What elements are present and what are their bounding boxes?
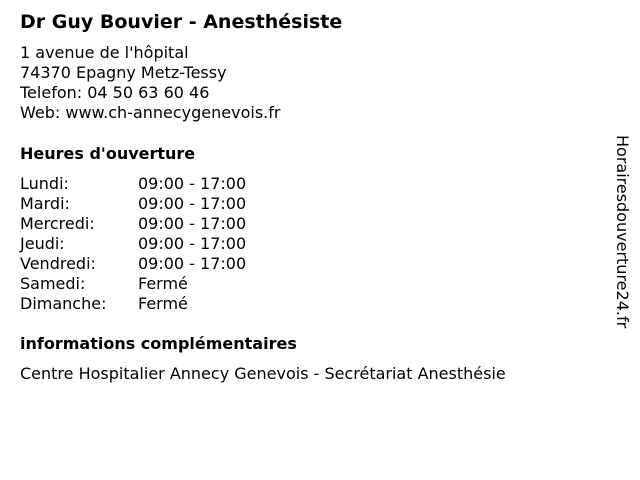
hours-day: Dimanche: xyxy=(20,294,107,313)
hours-time: 09:00 - 17:00 xyxy=(138,254,247,273)
page-title: Dr Guy Bouvier - Anesthésiste xyxy=(20,11,343,33)
hours-heading: Heures d'ouverture xyxy=(20,144,196,163)
address-block xyxy=(20,43,280,123)
info-text: Centre Hospitalier Annecy Genevois - Secrétariat Anesthésie xyxy=(20,364,506,383)
hours-time: Fermé xyxy=(138,294,188,313)
info-heading: informations complémentaires xyxy=(20,334,297,353)
hours-time: 09:00 - 17:00 xyxy=(138,234,247,253)
website-link: Web: www.ch-annecygenevois.fr xyxy=(20,103,281,122)
hours-time: 09:00 - 17:00 xyxy=(138,194,247,213)
hours-day: Vendredi: xyxy=(20,254,96,273)
hours-time: 09:00 - 17:00 xyxy=(138,174,247,193)
hours-day: Mardi: xyxy=(20,194,70,213)
hours-day: Lundi: xyxy=(20,174,69,193)
hours-time: Fermé xyxy=(138,274,188,293)
hours-day: Samedi: xyxy=(20,274,86,293)
street-address: 1 avenue de l'hôpital xyxy=(20,43,189,62)
phone-number: Telefon: 04 50 63 60 46 xyxy=(20,83,210,102)
hours-day: Jeudi: xyxy=(20,234,65,253)
city-address: 74370 Epagny Metz-Tessy xyxy=(20,63,227,82)
hours-day: Mercredi: xyxy=(20,214,95,233)
brand-watermark: Horairesdouverture24.fr xyxy=(613,135,632,329)
hours-time: 09:00 - 17:00 xyxy=(138,214,247,233)
